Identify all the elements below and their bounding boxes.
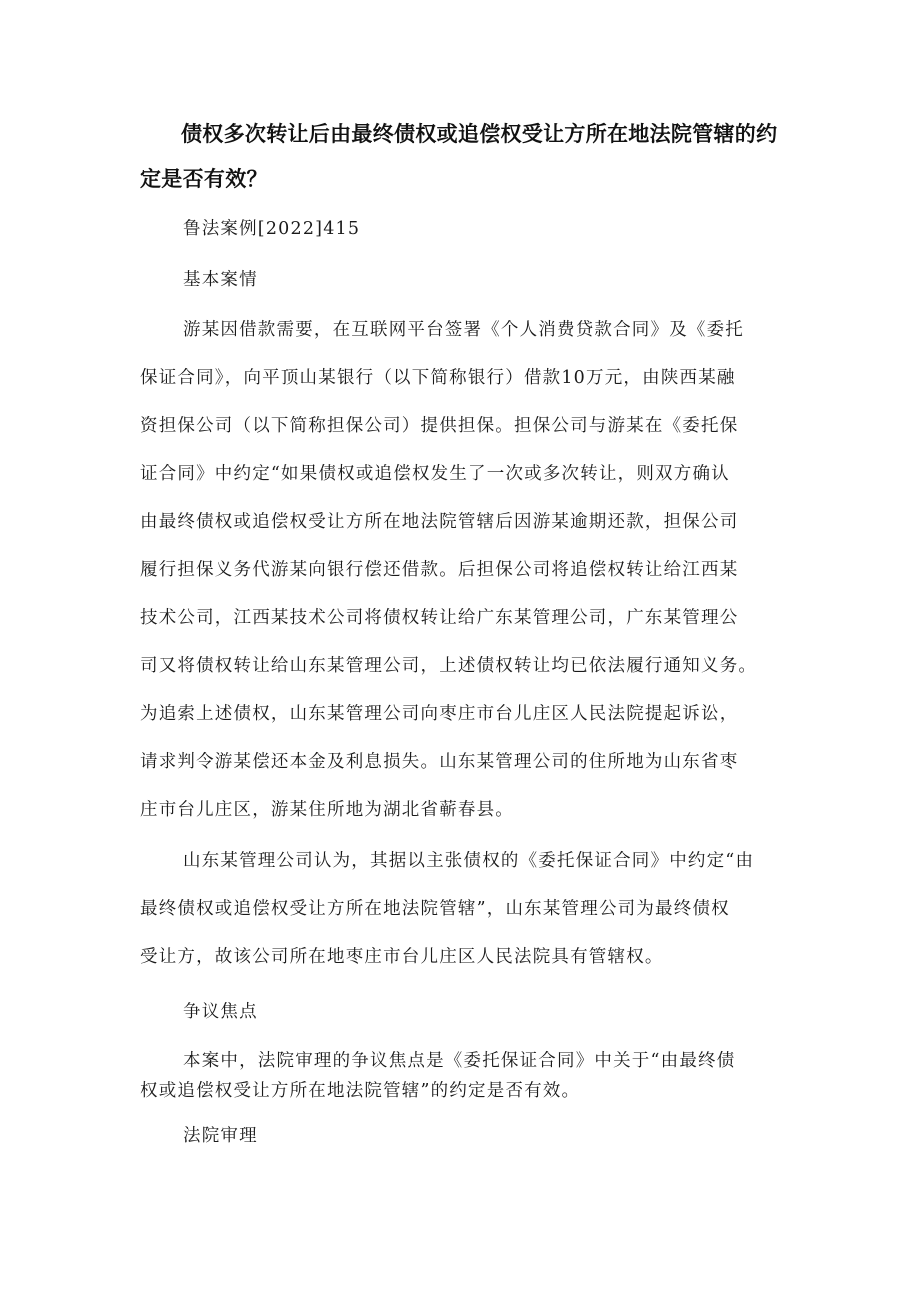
paragraph-line: 保证合同》，向平顶山某银行（以下简称银行）借款10万元，由陕西某融 — [140, 368, 736, 388]
paragraph-line: 技术公司，江西某技术公司将债权转让给广东某管理公司，广东某管理公 — [140, 608, 739, 628]
paragraph-line: 山东某管理公司认为，其据以主张债权的《委托保证合同》中约定“由 — [183, 851, 755, 871]
document-title: 债权多次转让后由最终债权或追偿权受让方所在地法院管辖的约定是否有效？ — [140, 122, 778, 191]
paragraph-line: 为追索上述债权，山东某管理公司向枣庄市台儿庄区人民法院提起诉讼， — [140, 704, 739, 724]
paragraph-line: 请求判令游某偿还本金及利息损失。山东某管理公司的住所地为山东省枣 — [140, 752, 739, 772]
case-number: 鲁法案例[2022]415 — [183, 219, 361, 239]
paragraph-line: 受让方，故该公司所在地枣庄市台儿庄区人民法院具有管辖权。 — [140, 947, 664, 967]
paragraph-line: 资担保公司（以下简称担保公司）提供担保。担保公司与游某在《委托保 — [140, 416, 739, 436]
paragraph-line: 最终债权或追偿权受让方所在地法院管辖”，山东某管理公司为最终债权 — [140, 899, 730, 919]
paragraph-line: 本案中，法院审理的争议焦点是《委托保证合同》中关于“由最终债 — [183, 1051, 736, 1071]
paragraph-line: 证合同》中约定“如果债权或追偿权发生了一次或多次转让，则双方确认 — [140, 464, 730, 484]
paragraph-line: 权或追偿权受让方所在地法院管辖”的约定是否有效。 — [140, 1081, 581, 1101]
section-heading-basic-facts: 基本案情 — [183, 270, 258, 290]
paragraph-line: 由最终债权或追偿权受让方所在地法院管辖后因游某逾期还款，担保公司 — [140, 512, 739, 532]
section-heading-dispute: 争议焦点 — [183, 1002, 258, 1022]
section-heading-trial: 法院审理 — [183, 1126, 258, 1146]
paragraph-line: 司又将债权转让给山东某管理公司，上述债权转让均已依法履行通知义务。 — [140, 656, 758, 676]
paragraph-line: 庄市台儿庄区，游某住所地为湖北省蕲春县。 — [140, 800, 514, 820]
paragraph-line: 游某因借款需要，在互联网平台签署《个人消费贷款合同》及《委托 — [183, 320, 744, 340]
paragraph-line: 履行担保义务代游某向银行偿还借款。后担保公司将追偿权转让给江西某 — [140, 560, 739, 580]
